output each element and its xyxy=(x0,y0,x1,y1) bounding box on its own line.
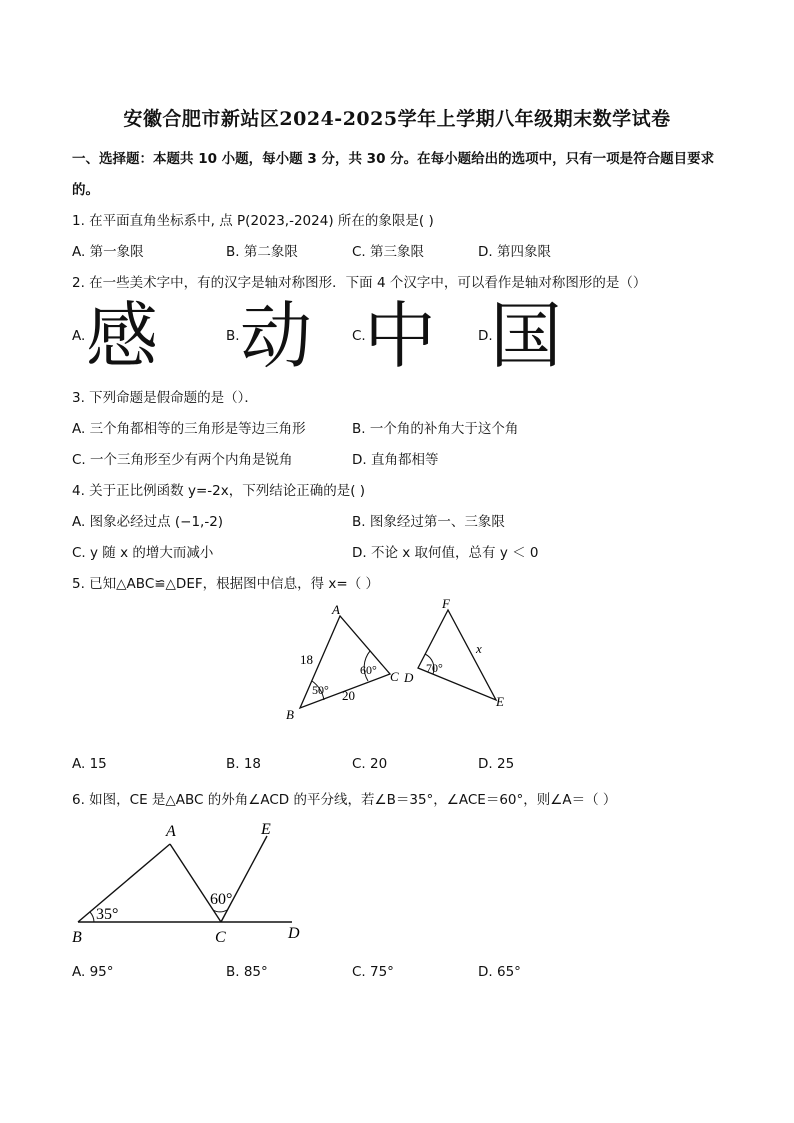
label-d: D xyxy=(288,925,300,942)
segment-ce xyxy=(221,836,267,922)
question-1-option-a: A. 第一象限 xyxy=(72,244,144,260)
question-4-option-d: D. 不论 x 取何值，总有 y ＜ 0 xyxy=(352,545,539,561)
question-5-option-b: B. 18 xyxy=(226,756,262,772)
page-title: 安徽合肥市新站区2024-2025学年上学期八年级期末数学试卷 xyxy=(123,108,671,130)
angle-b-arc xyxy=(90,912,94,922)
question-6-option-a: A. 95° xyxy=(72,964,114,980)
question-3-option-b: B. 一个角的补角大于这个角 xyxy=(352,421,519,437)
question-1-option-c: C. 第三象限 xyxy=(352,244,425,260)
section-heading-cont: 的。 xyxy=(72,182,99,198)
question-1-option-b: B. 第二象限 xyxy=(226,244,298,260)
label-c: C xyxy=(215,929,226,946)
angle-ace-arc xyxy=(213,910,227,912)
question-5-option-c: C. 20 xyxy=(352,756,388,772)
label-50deg: 50° xyxy=(312,683,329,697)
question-1-option-d: D. 第四象限 xyxy=(478,244,551,260)
exterior-angle-figure xyxy=(66,818,316,946)
question-5-option-a: A. 15 xyxy=(72,756,107,772)
question-2-char-c: 中 xyxy=(364,294,437,378)
question-3-option-c: C. 一个三角形至少有两个内角是锐角 xyxy=(72,452,293,468)
label-a: A xyxy=(332,602,340,617)
question-2-option-d: D. xyxy=(478,328,493,344)
label-18: 18 xyxy=(300,652,313,667)
question-2-option-b: B. xyxy=(226,328,240,344)
label-b: B xyxy=(286,707,294,722)
question-2-char-d: 国 xyxy=(490,294,563,378)
segment-ba xyxy=(78,844,170,922)
question-2-option-a: A. xyxy=(72,328,86,344)
label-a: A xyxy=(166,823,176,840)
question-4-option-b: B. 图象经过第一、三象限 xyxy=(352,514,505,530)
label-c: C xyxy=(390,669,399,684)
label-35deg: 35° xyxy=(96,906,119,923)
label-20: 20 xyxy=(342,688,355,703)
question-4-stem: 4. 关于正比例函数 y=-2x，下列结论正确的是( ) xyxy=(72,483,366,499)
question-3-option-d: D. 直角都相等 xyxy=(352,452,439,468)
label-d: D xyxy=(404,670,414,685)
label-60deg: 60° xyxy=(360,663,377,677)
question-6-option-d: D. 65° xyxy=(478,964,521,980)
label-x: x xyxy=(476,641,482,656)
triangle-def xyxy=(418,610,496,700)
label-70deg: 70° xyxy=(426,661,443,675)
question-4-option-c: C. y 随 x 的增大而减小 xyxy=(72,545,214,561)
congruent-triangles-figure xyxy=(280,596,520,726)
label-f: F xyxy=(442,596,450,611)
question-5-stem: 5. 已知△ABC≌△DEF，根据图中信息，得 x=（ ） xyxy=(72,576,380,592)
question-2-option-c: C. xyxy=(352,328,366,344)
question-3-option-a: A. 三个角都相等的三角形是等边三角形 xyxy=(72,421,306,437)
label-e: E xyxy=(496,694,504,709)
question-6-option-c: C. 75° xyxy=(352,964,394,980)
question-2-char-b: 动 xyxy=(240,294,313,378)
question-4-option-a: A. 图象必经过点 (−1,-2) xyxy=(72,514,224,530)
question-3-stem: 3. 下列命题是假命题的是（）． xyxy=(72,390,258,406)
label-e: E xyxy=(261,821,271,838)
question-6-option-b: B. 85° xyxy=(226,964,268,980)
question-6-stem: 6. 如图，CE 是△ABC 的外角∠ACD 的平分线，若∠B＝35°，∠ACE＝60°，则∠A＝（ ） xyxy=(72,792,617,808)
question-2-stem: 2. 在一些美术字中，有的汉字是轴对称图形．下面 4 个汉字中，可以看作是轴对称图形的是（） xyxy=(72,275,647,291)
label-b: B xyxy=(72,929,82,946)
section-heading: 一、选择题：本题共 10 小题，每小题 3 分，共 30 分。在每小题给出的选项中，只有一项是符合题目要求 xyxy=(72,151,715,167)
question-5-option-d: D. 25 xyxy=(478,756,515,772)
question-2-char-a: 感 xyxy=(86,294,159,378)
label-60deg: 60° xyxy=(210,891,233,908)
question-1-stem: 1. 在平面直角坐标系中, 点 P(2023,-2024) 所在的象限是( ) xyxy=(72,213,434,229)
